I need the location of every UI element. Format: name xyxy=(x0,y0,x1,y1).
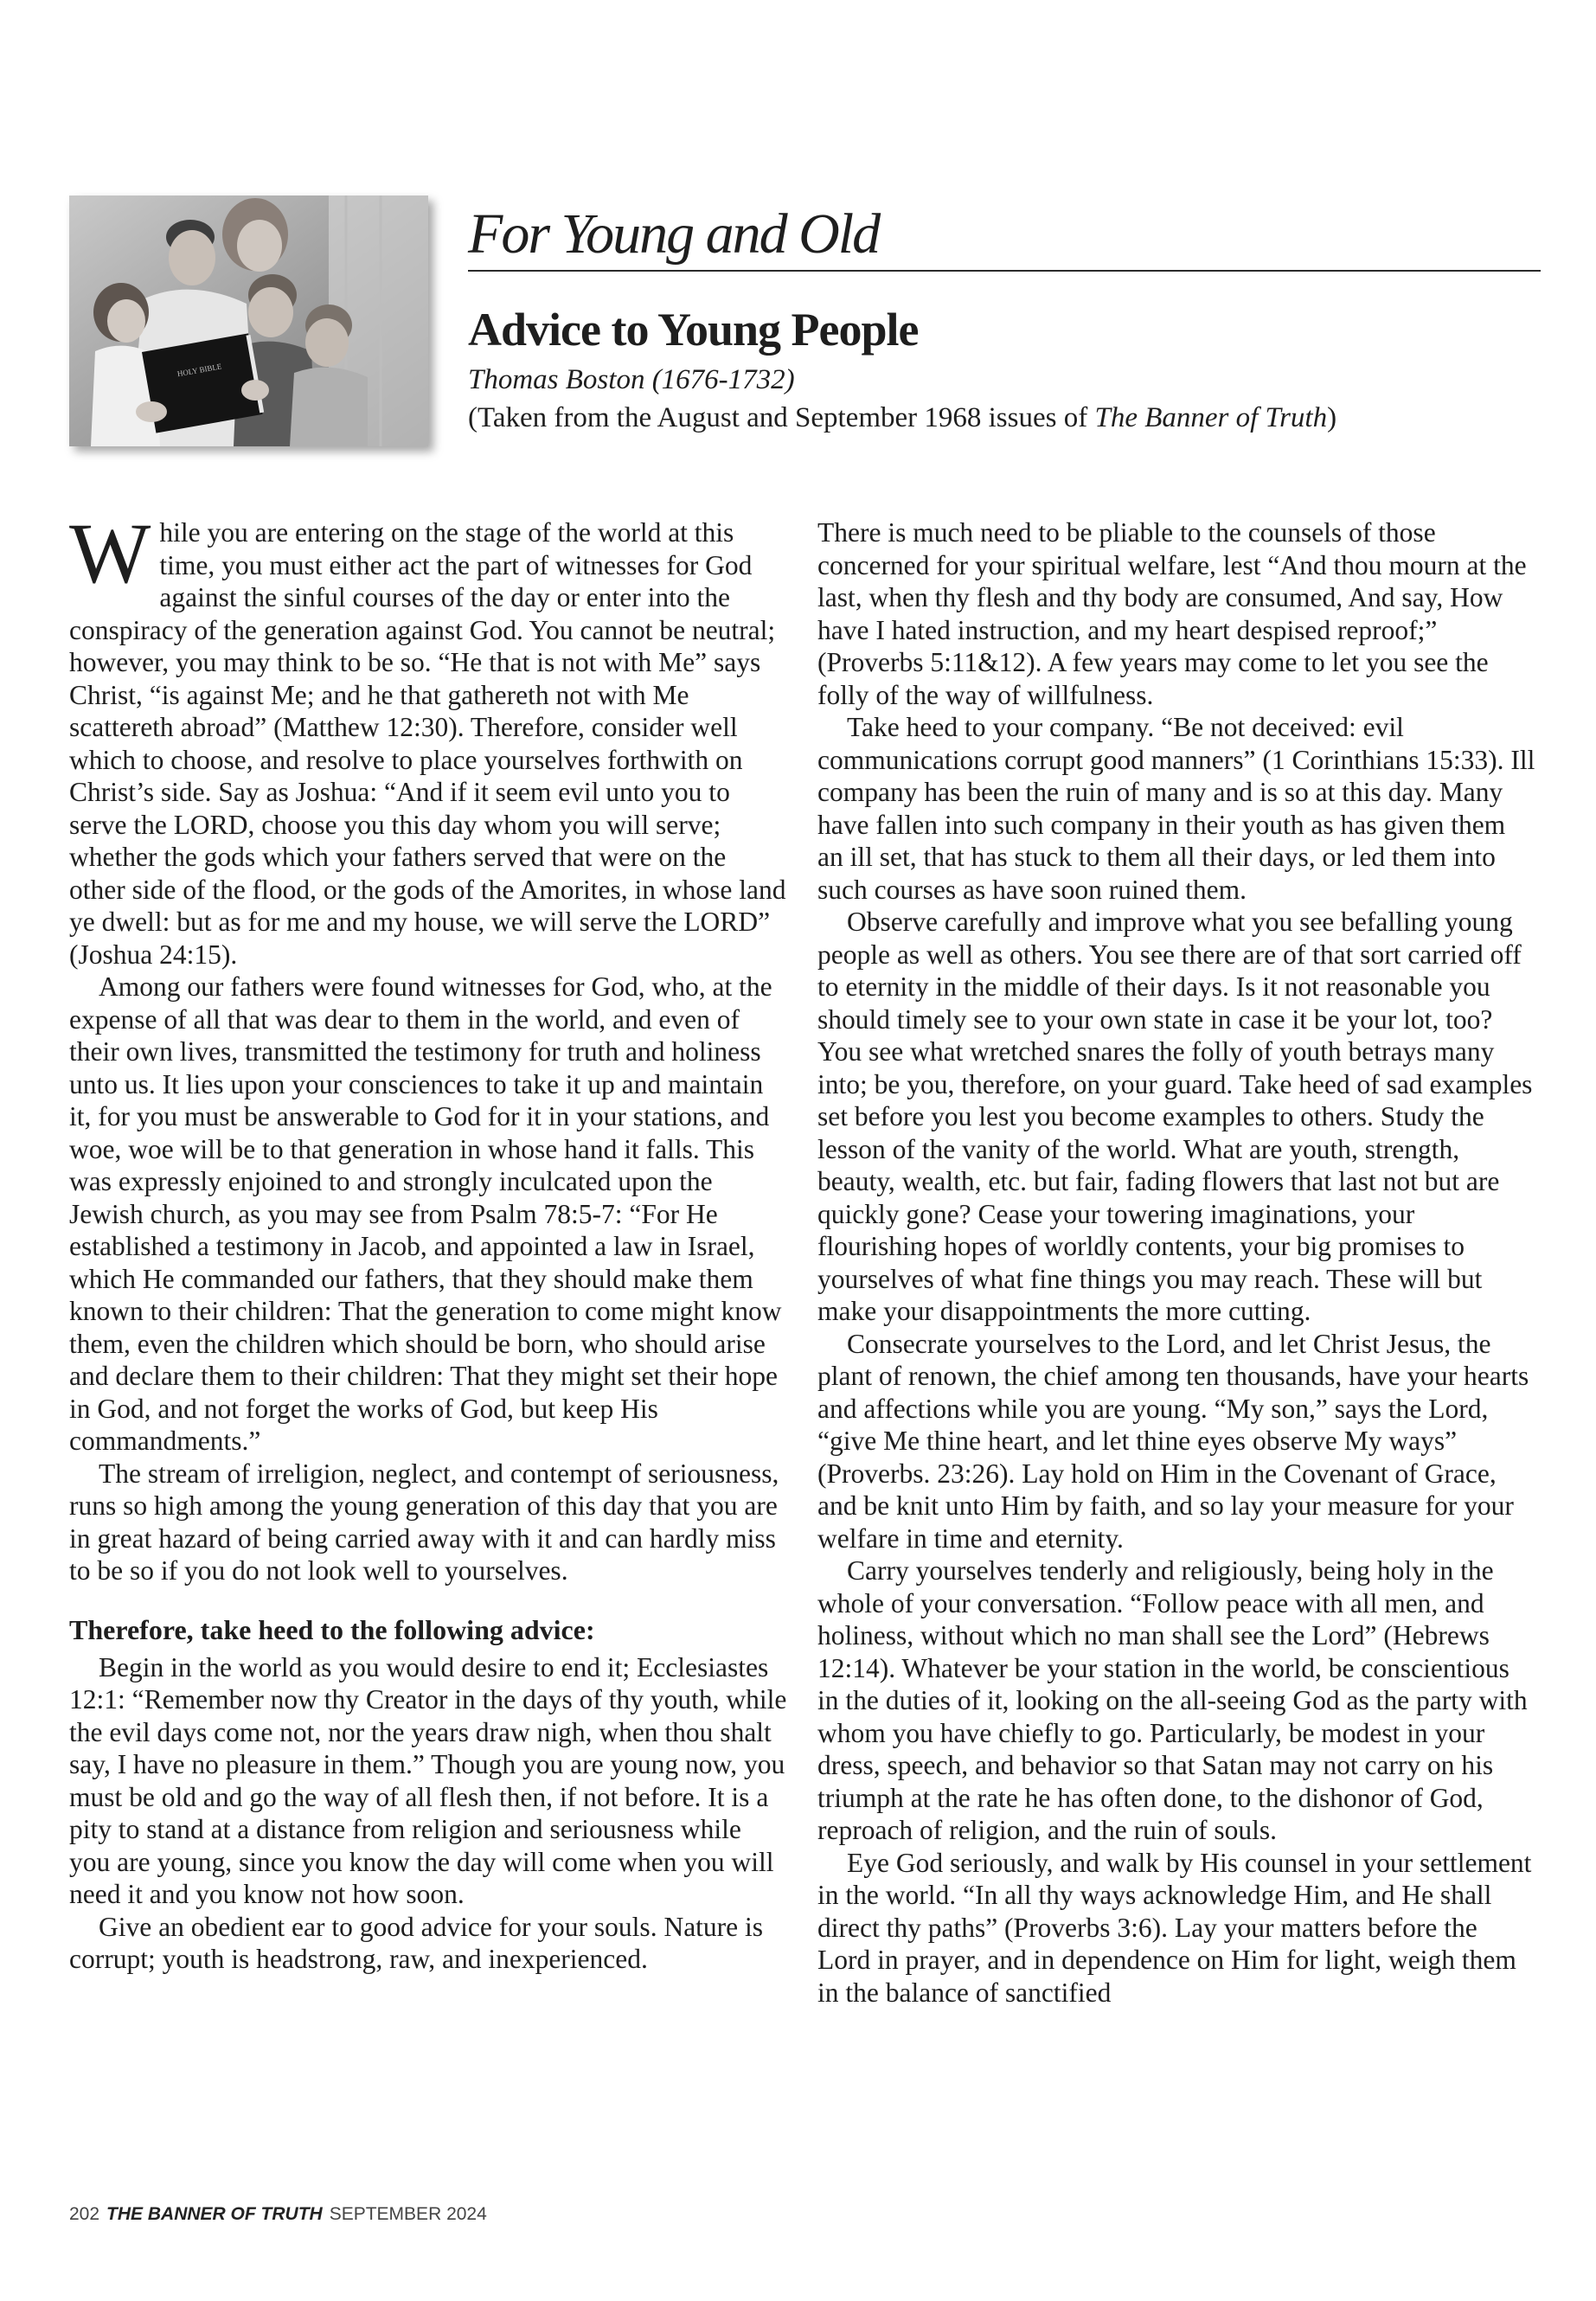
paragraph: Among our fathers were found witnesses for God, who, at the expense of all that was dear to them in the world, and even of their own lives, transmitted the testimony for truth and holiness unto us. It lies upon your consciences to take it up and maintain it, for you must be answerable to God for it in your stations, and woe, woe will be to that generation in whose hand it falls. This was expressly enjoined to and strongly inculcated upon the Jewish church, as you may see from Psalm 78:5-7: “For He established a testimony in Jacob, and appointed a law in Israel, which He commanded our fathers, that they should make them known to their children: That the generation to come might know them, even the children which should be born, who should arise and declare them to their children: That they might set their hope in God, and not forget the works of God, but keep His commandments.” xyxy=(69,971,782,1456)
paragraph: Consecrate yourselves to the Lord, and let Christ Jesus, the plant of renown, the chief among ten thousands, have your hearts and affections while you are young. “My son,” says the Lord, “give Me thine heart, and let thine eyes observe My ways” (Proverbs. 23:26). Lay hold on Him in the Covenant of Grace, and be knit unto Him by faith, and so lay your measure for your welfare in time and eternity. xyxy=(817,1328,1529,1554)
article-title: Advice to Young People xyxy=(468,304,919,356)
section-title: For Young and Old xyxy=(468,206,1541,272)
family-illustration xyxy=(69,195,428,446)
book-label: HOLY BIBLE xyxy=(176,362,223,379)
paragraph: Begin in the world as you would desire to end it; Ecclesiastes 12:1: “Remember now thy Creator in the days of thy youth, while the evil days come not, nor the years draw nigh, when thou shalt say, I have no pleasure in them.” Though you are young now, you must be old and go the way of all flesh then, if not before. It is a pity to stand at a distance from religion and seriousness while you are young, since you know the day will come when you will need it and you know not how soon. xyxy=(69,1651,787,1909)
magazine-name: THE BANNER OF TRUTH xyxy=(106,2204,323,2224)
paragraph: Observe carefully and improve what you see befalling young people as well as others. You see there are of that sort carried off to eternity in the middle of their days. Is it not reasonable you should timely see to your own state in case it be your lot, too? You see what wretched snares the folly of youth betrays many into; be you, therefore, on your guard. Take heed of sad examples set before you lest you become examples to others. Study the lesson of the vanity of the world. What are youth, strength, beauty, wealth, etc. but fair, fading flowers that last not but are quickly gone? Cease your towering imaginations, your flourishing hopes of worldly contents, your big promises to yourselves of what fine things you may reach. These will but make your disappointments the more cutting. xyxy=(817,907,1533,1326)
page-number: 202 xyxy=(69,2204,100,2224)
paragraph: Carry yourselves tenderly and religiously, being holy in the whole of your conversation. “Follow peace with all men, and holiness, without which no man shall see the Lord” (Hebrews 12:14). Whatever be your station in the world, be conscientious in the duties of it, looking on the all-seeing God as the party with whom you have chiefly to go. Particularly, be modest in your dress, speech, and behavior so that Satan may not carry on his triumph at the rate he has often done, to the dishonor of God, reproach of religion, and the ruin of souls. xyxy=(817,1555,1528,1845)
page-footer xyxy=(69,2204,487,2225)
drop-cap: W xyxy=(69,505,151,601)
author-line: Thomas Boston (1676-1732) xyxy=(468,364,795,395)
left-column xyxy=(69,505,787,1976)
paragraph: Eye God seriously, and walk by His counsel in your settlement in the world. “In all thy ways acknowledge Him, and He shall direct thy paths” (Proverbs 3:6). Lay your matters before the Lord in prayer, and in dependence on Him for light, weigh them in the balance of sanctified xyxy=(817,1847,1532,2008)
family-reading-photo xyxy=(69,195,428,446)
paragraph: Take heed to your company. “Be not deceived: evil communications corrupt good manners” (1 Corinthians 15:33). Ill company has been the ruin of many and is so at this day. Many have fallen into such company in their youth as has given them an ill set, that has stuck to them all their days, or led them into such courses as have soon ruined them. xyxy=(817,712,1535,905)
source-suffix: ) xyxy=(1327,402,1337,433)
paragraph: The stream of irreligion, neglect, and contempt of seriousness, runs so high among the young generation of this day that you are in great hazard of being carried away with it and can hardly miss to be so if you do not look well to yourselves. xyxy=(69,1458,779,1586)
source-prefix: (Taken from the August and September 1968 issues of xyxy=(468,402,1095,433)
subheading: Therefore, take heed to the following advice: xyxy=(69,1613,595,1645)
issue-date: SEPTEMBER 2024 xyxy=(329,2204,487,2224)
right-column xyxy=(817,516,1535,2009)
paragraph: Give an obedient ear to good advice for your souls. Nature is corrupt; youth is headstrong, raw, and inexperienced. xyxy=(69,1911,764,1974)
paragraph xyxy=(69,505,787,971)
source-publication: The Banner of Truth xyxy=(1094,402,1328,433)
source-note xyxy=(468,401,1336,436)
paragraph: There is much need to be pliable to the counsels of those concerned for your spiritual welfare, lest “And thou mourn at the last, when thy flesh and thy body are consumed, And say, How have I hated instruction, and my heart despised reproof;” (Proverbs 5:11&12). A few years may come to let you see the folly of the way of willfulness. xyxy=(817,517,1527,710)
paragraph-text: hile you are entering on the stage of the world at this time, you must either act the part of witnesses for God against the sinful courses of the day or enter into the conspiracy of the generation against God. You cannot be neutral; however, you may think to be so. “He that is not with Me” says Christ, “is against Me; and he that gathereth not with Me scattereth abroad” (Matthew 12:30). Therefore, consider well which to choose, and resolve to place yourselves forthwith on Christ’s side. Say as Joshua: “And if it seem evil unto you to serve the LORD, choose you this day whom you will serve; whether the gods which your fathers served that were on the other side of the flood, or the gods of the Amorites, in whose land ye dwell: but as for me and my house, we will serve the LORD” (Joshua 24:15). xyxy=(69,517,786,970)
